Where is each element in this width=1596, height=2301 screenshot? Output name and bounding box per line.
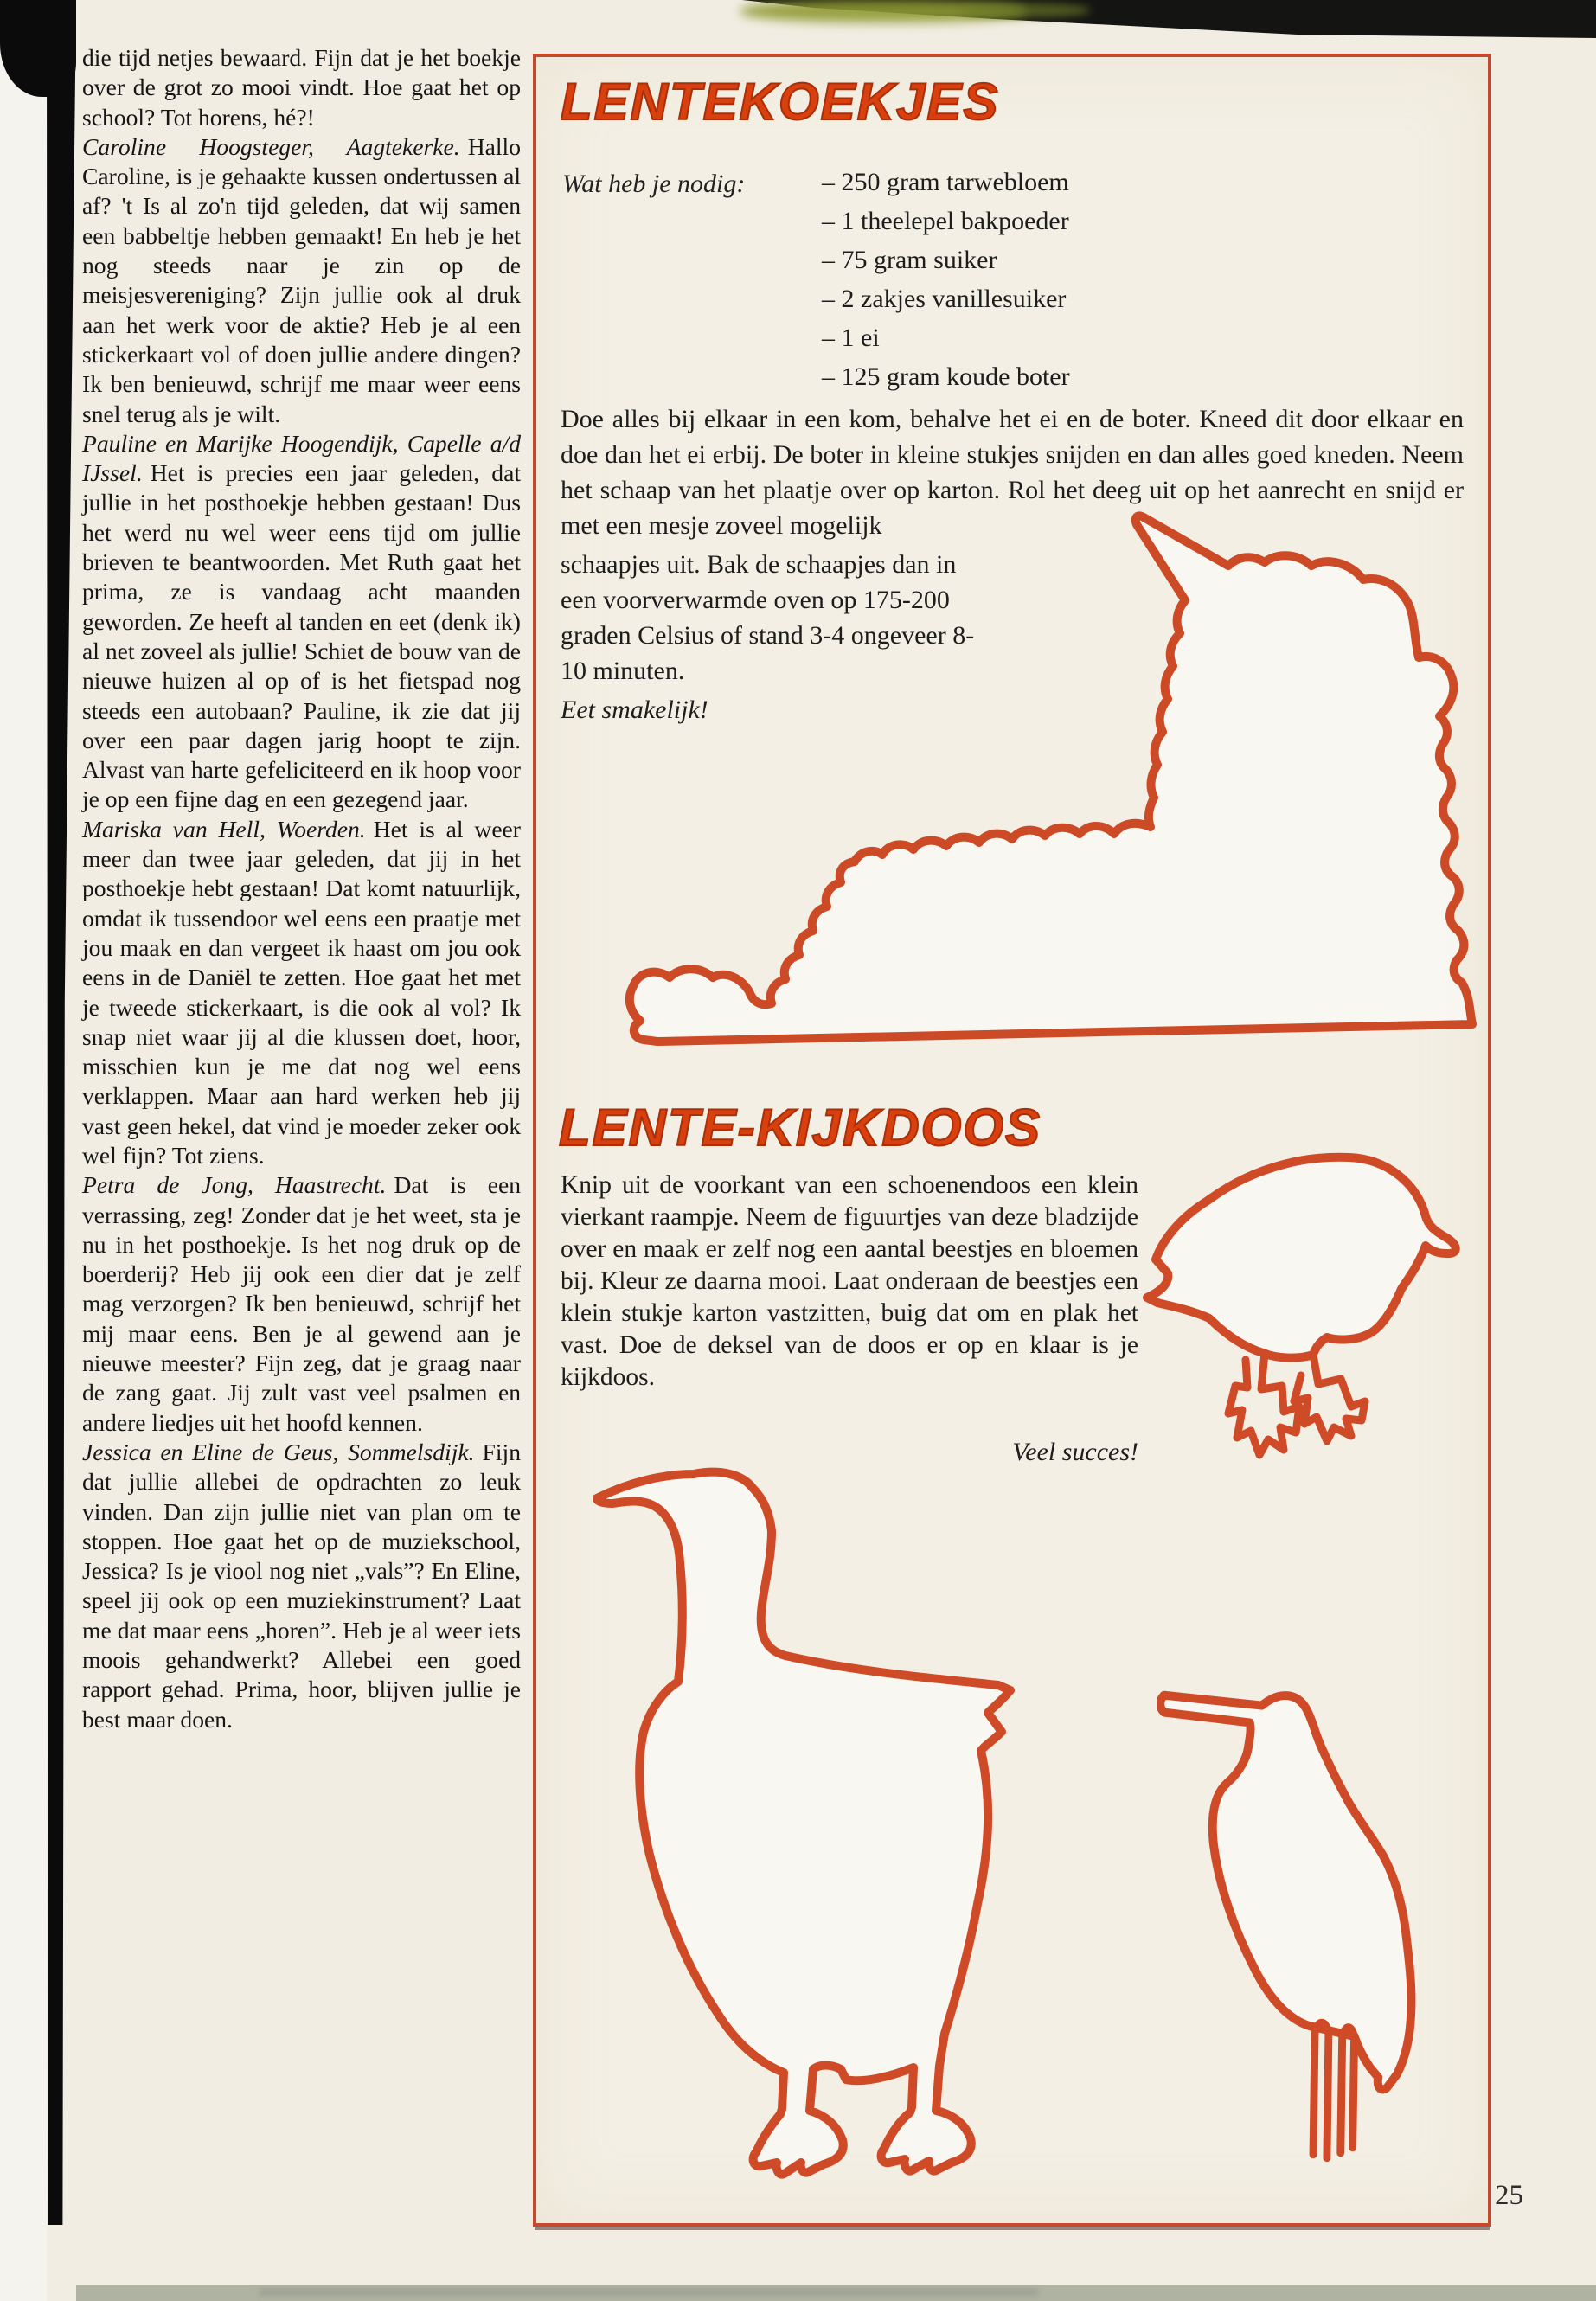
scan-edge-strip	[0, 0, 47, 2301]
letter-paragraph	[82, 1438, 521, 1734]
ingredients-list	[822, 163, 1070, 396]
ingredient-item: – 75 gram suiker	[822, 240, 1070, 279]
letter-text: Fijn dat jullie allebei de opdrachten zo leuk vinden. Dan zijn jullie niet van plan om te stoppen. Hoe gaat het op de muziekschool, Jessica? Is je viool nog niet „vals”? En Eline, speel jij ook op een muziekinstrument? Laat me dat maar eens „horen”. Heb je al weer iets moois gehandwerkt? Allebei een goed rapport gehad. Prima, hoor, blijven jullie je best maar doen.	[82, 1438, 521, 1733]
letter-text: Dat is een verrassing, zeg! Zonder dat je het weet, sta je nu in het posthoekje. Is het nog druk op de boerderij? Heb jij ook een dier dat je zelf mag verzorgen? Ik ben benieuwd, schrijf het mij maar eens. Ben je al gewend aan je nieuwe meester? Fijn zeg, dat je graag naar de zang gaat. Jij zult vast veel psalmen en andere liedjes uit het hoofd kennen.	[82, 1171, 522, 1436]
ingredient-item: – 250 gram tarwebloem	[822, 163, 1070, 202]
scan-olive-smear-2	[960, 3, 1090, 17]
letter-sender: Mariska van Hell, Woerden.	[82, 815, 366, 843]
letter-text: Hallo Caroline, is je gehaakte kussen ondertussen al af? 't Is al zo'n tijd geleden, dat wij samen een babbeltje hebben gemaakt! En heb je het nog steeds naar je zin op de meisjesvereniging? Zijn jullie ook al druk aan het werk voor de aktie? Heb je al een stickerkaart vol of doen jullie andere dingen? Ik ben benieuwd, schrijf me maar weer eens snel terug als je wilt.	[82, 132, 521, 427]
page-number: 25	[1495, 2180, 1523, 2211]
heron-outline-icon	[1157, 1670, 1479, 2220]
letter-paragraph	[82, 132, 521, 429]
letter-sender: Petra de Jong, Haastrecht.	[82, 1171, 387, 1199]
good-luck-note: Veel succes!	[1012, 1438, 1138, 1466]
letter-text: Het is al weer meer dan twee jaar geleden, dat jij in het posthoekje hebt gestaan! Dat komt natuurlijk, omdat ik tussendoor wel eens een praatje met jou maak en dan vergeet ik haast om jou ook eens in de Daniël te zetten. Hoe gaat het met je tweede stickerkaart, is die ook al vol? Ik snap niet waar jij al die klussen doet, hoor, misschien kun je me dat nog wel eens verklappen. Maar aan hard werken heb jij vast geen hekel, dat vind je moeder zeker ook wel fijn? Tot ziens.	[82, 815, 521, 1169]
letter-paragraph	[82, 429, 521, 815]
letter-sender: Jessica en Eline de Geus, Sommelsdijk.	[82, 1438, 475, 1465]
scan-bottom-band-2	[260, 2289, 1038, 2296]
scan-black-bar	[43, 0, 78, 2225]
ingredient-item: – 2 zakjes vanillesuiker	[822, 279, 1070, 318]
letter-text: Het is precies een jaar geleden, dat jullie in het posthoekje hebben gestaan! Dus het werd nu wel weer eens tijd om jullie brieven te beantwoorden. Met Ruth gaat het prima, ze is vandaag acht maanden geworden. Ze heeft al tanden en eet (denk ik) al net zoveel als jullie! Schiet de bouw van de nieuwe huizen al op of is het fietspad nog steeds een autobaan? Pauline, ik zie dat jij over een paar dagen jarig hoopt te zijn. Alvast van harte gefeliciteerd en ik hoop voor je op een fijne dag en een gezegend jaar.	[82, 459, 521, 813]
section-title-lente-kijkdoos: LENTE-KIJKDOOS	[559, 1099, 1042, 1157]
sheep-cookie-outline-icon	[595, 497, 1486, 1061]
kijkdoos-instructions: Knip uit de voorkant van een schoenendoos een klein vierkant raampje. Neem de figuurtjes van deze bladzijde over en maak er zelf nog een aantal beestjes en bloemen bij. Kleur ze daarna mooi. Laat onderaan de beestjes een klein stukje karton vastzitten, buig dat om en plak het vast. Doe de deksel van de doos er op en klaar is je kijkdoos.	[561, 1171, 1138, 1391]
ingredient-item: – 1 theelepel bakpoeder	[822, 202, 1070, 240]
letter-text: die tijd netjes bewaard. Fijn dat je het boekje over de grot zo mooi vindt. Hoe gaat het op school? Tot horens, hé?!	[82, 44, 521, 131]
bon-appetit-note: Eet smakelijk!	[561, 695, 708, 724]
letter-paragraph	[82, 43, 521, 132]
letter-paragraph	[82, 1170, 521, 1438]
ingredient-item: – 1 ei	[822, 318, 1070, 357]
recipe-instructions: Doe alles bij elkaar in een kom, behalve het ei en de boter. Kneed dit door elkaar en doe dan het ei erbij. De boter in kleine stukjes snijden en dan alles goed kneden. Neem het schaap van het plaatje over op karton. Rol het deeg uit op het aanrecht en snijd er met een mesje zoveel mogelijk	[561, 405, 1464, 540]
goose-outline-icon	[593, 1467, 1055, 2201]
letter-sender: Caroline Hoogsteger, Aagtekerke.	[82, 132, 460, 160]
letter-sender: Pauline en Marijke Hoogendijk, Capelle a/d IJssel.	[82, 429, 521, 487]
chick-outline-icon	[1137, 1133, 1481, 1483]
ingredient-item: – 125 gram koude boter	[822, 357, 1070, 396]
letters-column	[82, 43, 521, 1734]
recipe-instructions-continued: schaapjes uit. Bak de schaapjes dan in een voorverwarmde oven op 175-200 graden Celsius of stand 3-4 ongeveer 8-10 minuten.	[561, 550, 975, 685]
section-title-lentekoekjes: LENTEKOEKJES	[561, 73, 1000, 131]
ingredients-label: Wat heb je nodig:	[562, 170, 746, 198]
recipe-craft-box	[533, 54, 1491, 2227]
letter-paragraph	[82, 815, 521, 1171]
